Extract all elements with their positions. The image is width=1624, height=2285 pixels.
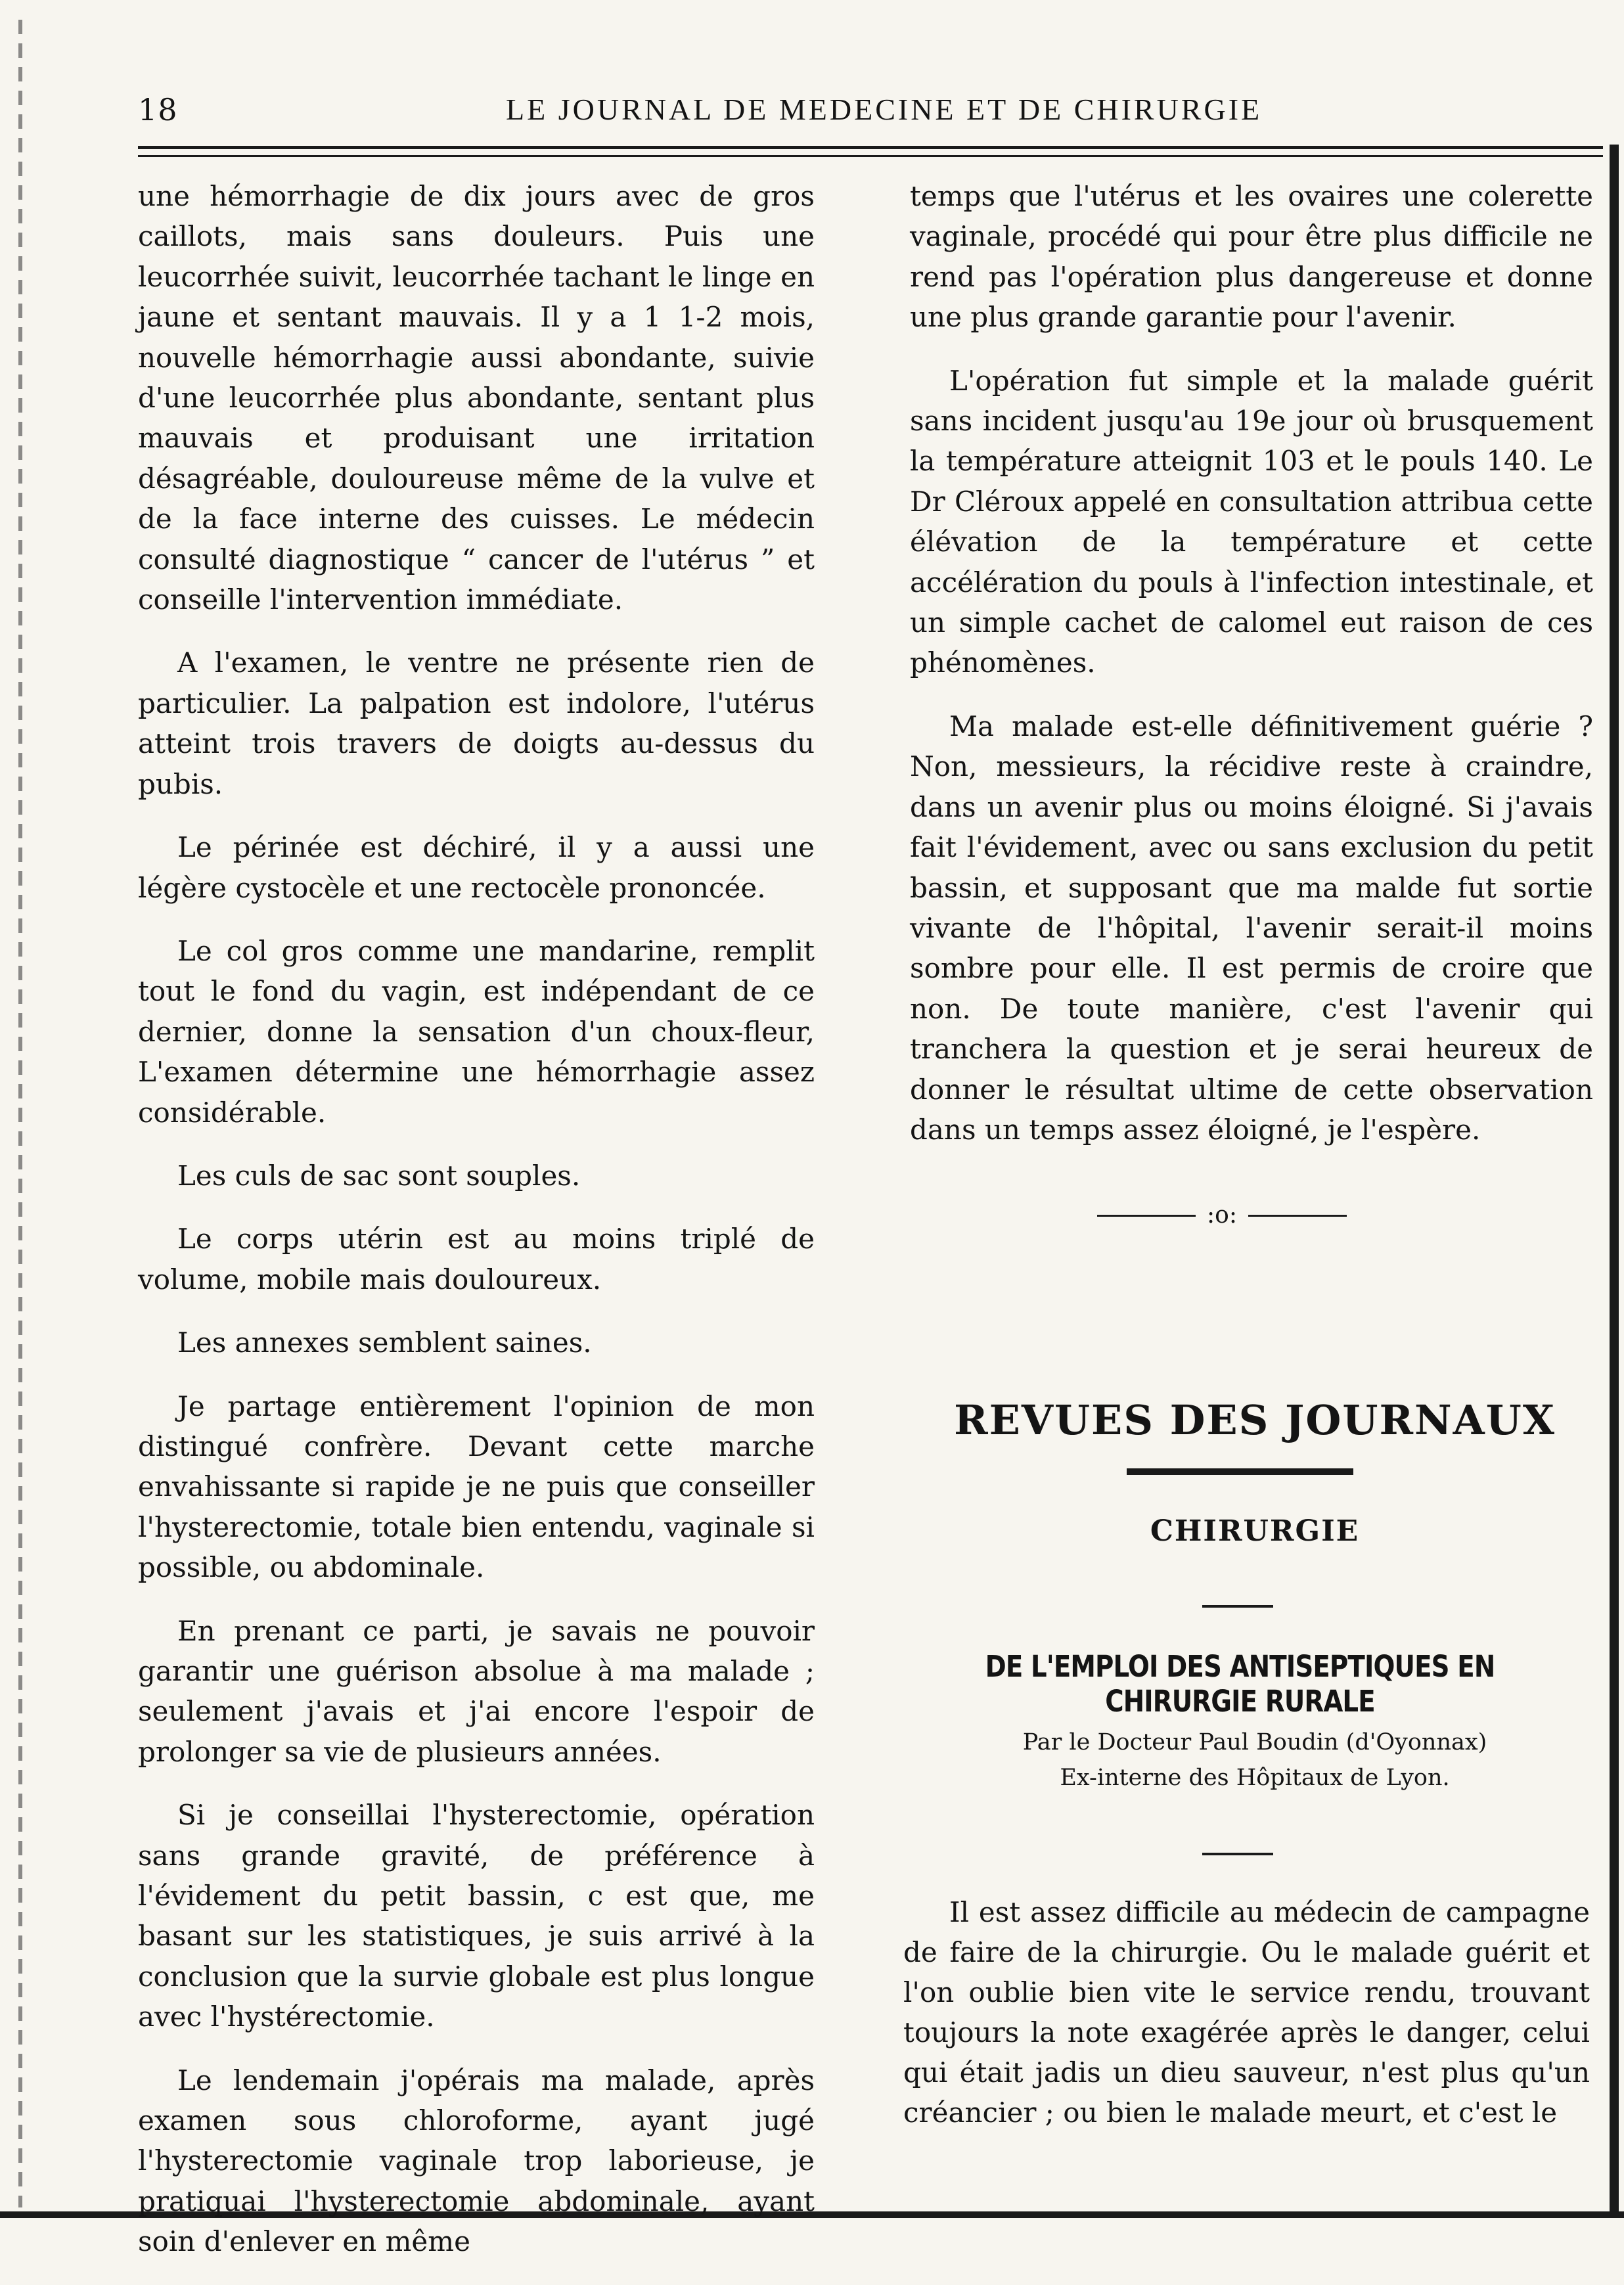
paragraph: Ma malade est-elle définitivement guérie ? Non, messieurs, la récidive reste à craindre, dans un avenir plus ou moins éloigné. Si j'avais fait l'évidement, avec ou sans exclusion du petit bassin, et supposant que ma malde fut sortie vivante de l'hôpital, l'avenir serait-il moins sombre pour elle. Il est permis de croire que non. De toute manière, c'est l'avenir qui tranchera la question et je serai heureux de donner le résultat ultime de cette observation dans un temps assez éloigné, je l'espère. <box>910 710 1593 1146</box>
byline-affiliation: Ex-interne des Hôpitaux de Lyon. <box>1060 1765 1450 1791</box>
byline-author: Par le Docteur Paul Boudin (d'Oyonnax) <box>1022 1729 1487 1755</box>
byline <box>900 1725 1610 1796</box>
right-column <box>910 176 1593 1173</box>
page-edge-right <box>1610 145 1619 2214</box>
article-title: DE L'EMPLOI DES ANTISEPTIQUES EN CHIRURGIE RURALE <box>985 1649 1495 1719</box>
paragraph: A l'examen, le ventre ne présente rien de particulier. La palpation est indolore, l'utérus atteint trois travers de doigts au-dessus du pubis. <box>138 646 815 800</box>
running-title: LE JOURNAL DE MEDECINE ET DE CHIRURGIE <box>506 93 1263 126</box>
paragraph: En prenant ce parti, je savais ne pouvoir garantir une guérison absolue à ma malade ; seulement j'avais et j'ai encore l'espoir de prolonger sa vie de plusieurs années. <box>138 1614 815 1768</box>
section-separator: :o: <box>1084 1199 1360 1232</box>
paragraph: Le col gros comme une mandarine, remplit tout le fond du vagin, est indépendant de ce dernier, donne la sensation d'un choux-fleur, L'examen détermine une hémorrhagie assez considérable. <box>138 934 815 1129</box>
paragraph: une hémorrhagie de dix jours avec de gros caillots, mais sans douleurs. Puis une leucorrhée suivit, leucorrhée tachant le linge en jaune et sentant mauvais. Il y a 1 1-2 mois, nouvelle hémorrhagie aussi abondante, suivie d'une leucorrhée plus abondante, sentant plus mauvais et produisant une irritation désagréable, douloureuse même de la vulve et de la face interne des cuisses. Le médecin consulté diagnostique “ cancer de l'utérus ” et conseille l'intervention immédiate. <box>138 180 815 616</box>
page-header <box>138 92 1570 145</box>
short-rule <box>1202 1605 1273 1608</box>
header-rule-thick <box>138 146 1603 149</box>
page-number: 18 <box>138 92 178 127</box>
left-column <box>138 176 815 2285</box>
paragraph: temps que l'utérus et les ovaires une colerette vaginale, procédé qui pour être plus difficile ne rend pas l'opération plus dangereuse et donne une plus grande garantie pour l'avenir. <box>910 180 1593 334</box>
subsection-title: CHIRURGIE <box>1150 1514 1360 1548</box>
paragraph: Les annexes semblent saines. <box>177 1326 592 1359</box>
paragraph: Le périnée est déchiré, il y a aussi une légère cystocèle et une rectocèle prononcée. <box>138 831 815 904</box>
paragraph: Je partage entièrement l'opinion de mon distingué confrère. Devant cette marche envahissante si rapide je ne puis que conseiller l'hysterectomie, totale bien entendu, vaginale si possible, ou abdominale. <box>138 1390 815 1584</box>
section-title: REVUES DES JOURNAUX <box>954 1396 1556 1444</box>
page-edge-left <box>18 20 22 2207</box>
paragraph: Les culs de sac sont souples. <box>177 1159 581 1192</box>
paragraph: Le lendemain j'opérais ma malade, après examen sous chloroforme, ayant jugé l'hysterectomie vaginale trop laborieuse, je pratiquai l'hysterectomie abdominale, ayant soin d'enlever en même <box>138 2064 815 2258</box>
paragraph: Si je conseillai l'hysterectomie, opération sans grande gravité, de préférence à l'évidement du petit bassin, c est que, me basant sur les statistiques, je suis arrivé à la conclusion que la survie globale est plus longue avec l'hystérectomie. <box>138 1799 815 2033</box>
short-rule <box>1202 1853 1273 1855</box>
section-rule <box>1127 1468 1353 1475</box>
paragraph: Il est assez difficile au médecin de campagne de faire de la chirurgie. Ou le malade guérit et l'on oublie bien vite le service rendu, trouvant toujours la note exagérée après le danger, celui qui était jadis un dieu sauveur, n'est plus qu'un créancier ; ou bien le malade meurt, et c'est le <box>903 1896 1590 2129</box>
header-rule-thin <box>138 155 1603 157</box>
paragraph: Le corps utérin est au moins triplé de volume, mobile mais douloureux. <box>138 1223 815 1296</box>
paragraph: L'opération fut simple et la malade guérit sans incident jusqu'au 19e jour où brusquement la température atteignit 103 et le pouls 140. Le Dr Cléroux appelé en consultation attribua cette élévation de la température et cette accélération du pouls à l'infection intestinale, et un simple cachet de calomel eut raison de ces phénomènes. <box>910 364 1593 679</box>
article-body <box>903 1892 1590 2133</box>
